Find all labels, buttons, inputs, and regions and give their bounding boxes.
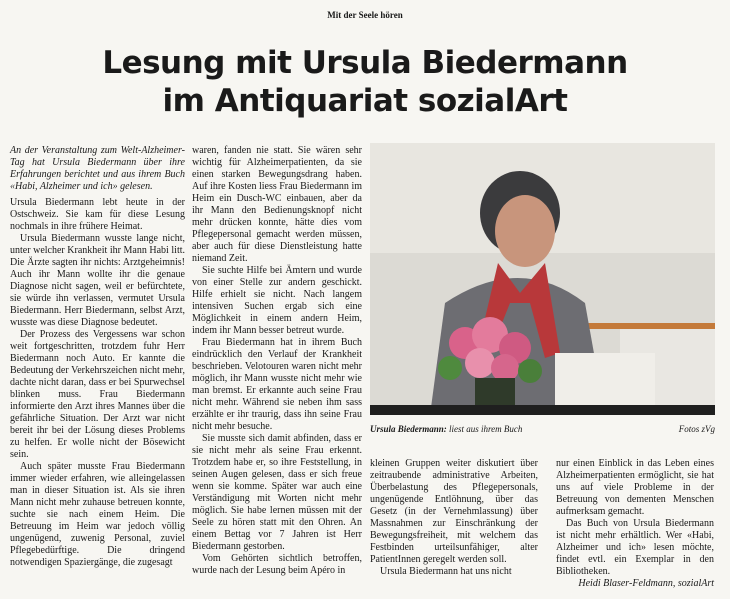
article-column-4 (556, 458, 714, 590)
paragraph: Vom Gehörten sichtlich betroffen, wurde nach der Lesung beim Apéro in (192, 553, 362, 576)
caption-name: Ursula Biedermann: (370, 424, 447, 434)
headline (0, 44, 730, 120)
paragraph: kleinen Gruppen weiter diskutiert über zeitraubende administrative Arbeiten, Überbelastung des Pflegepersonals, ungenügende Entlöhnung, über das Gesetz (in der Vernehmlassung) über Massnahmen zur Einschränkung der Bewegungsfreiheit, mit welchem das Festbinden urteilsunfähiger, alter PatientInnen geregelt werden soll. (370, 458, 538, 565)
photo-illustration (370, 143, 715, 415)
paragraph: Ursula Biedermann lebt heute in der Ostschweiz. Sie kam für diese Lesung nochmals in ihre frühere Heimat. (10, 197, 185, 232)
author-signature: Heidi Blaser-Feldmann, sozialArt (578, 578, 714, 589)
paragraph: Der Prozess des Vergessens war schon weit fortgeschritten, trotzdem fuhr Herr Biedermann noch Auto. Er kannte die Bedeutung der Verkehrszeichen nicht mehr, dachte nicht daran, dass er bei Spurwechsel blinken muss. Frau Biedermann informierte den Arzt ihres Mannes über die gefährliche Situation. Der Arzt war nicht bereit ihr bei der Lösung dieses Problems zu helfen. Er wolle nicht der Bösewicht sein. (10, 329, 185, 460)
paragraph: Auch später musste Frau Biedermann immer wieder erfahren, wie alleingelassen man in dieser Situation ist. Als sie ihren Mann nicht mehr zuhause betreuen konnte, suchte sie nach einem Heim. Die Betreuung im Heim war jedoch völlig ungenügend, zuwenig Personal, zuviel Pflegebedürftige. Die dringend notwendigen Spaziergänge, die zugesagt (10, 461, 185, 568)
photo-caption (370, 424, 715, 434)
kicker: Mit der Seele hören (327, 10, 403, 20)
paragraph: Sie musste sich damit abfinden, dass er sie nicht mehr als seine Frau erkennt. Trotzdem habe er, so ihre Feststellung, in seinen Augen gelesen, dass er sich freue wenn sie komme. Später war auch eine Verständigung mit Worten nicht mehr möglich. Sie habe lernen müssen mit der Seele zu hören statt mit den Ohren. An einem Bettag vor 7 Jahren ist Herr Biedermann gestorben. (192, 433, 362, 552)
paragraph: waren, fanden nie statt. Sie wären sehr wichtig für Alzheimerpatienten, da sie einen starken Bewegungsdrang haben. Auf ihre Kosten liess Frau Biedermann im Heim ein Dusch-WC einbauen, aber da ihr Mann den Bedienungsknopf nicht mehr drücken konnte, hätte dies vom Pflegepersonal gemacht werden müssen, aber auch für diese Dienstleistung hatte niemand Zeit. (192, 145, 362, 264)
paragraph: Ursula Biedermann hat uns nicht (380, 566, 512, 577)
article-column-2 (192, 145, 362, 577)
photo-credit: Fotos zVg (678, 424, 715, 434)
paragraph: nur einen Einblick in das Leben eines Alzheimerpatienten ermöglicht, sie hat uns auf viele Probleme in der Betreuung von dementen Menschen aufmerksam gemacht. (556, 458, 714, 517)
photo-reader (370, 143, 715, 415)
headline-line-1: Lesung mit Ursula Biedermann (102, 45, 628, 81)
intro-text: An der Veranstaltung zum Welt-Alzheimer-Tag hat Ursula Biedermann über ihre Erfahrungen berichtet und aus ihrem Buch «Habi, Alzheimer und ich» gelesen. (10, 145, 185, 192)
headline-line-2: im Antiquariat sozialArt (162, 83, 568, 119)
article-column-1 (10, 145, 185, 569)
paragraph: Das Buch von Ursula Biedermann ist nicht mehr erhältlich. Wer «Habi, Alzheimer und ich» lesen möchte, findet evtl. ein Exemplar in den Bibliotheken. (556, 518, 714, 577)
article-column-3 (370, 458, 538, 578)
paragraph: Ursula Biedermann wusste lange nicht, unter welcher Krankheit ihr Mann Habi litt. Die Ärzte sagten ihr nichts: Arztgeheimnis! Auch ihr Mann wollte ihr die genaue Diagnose nicht sagen, weil er befürchtete, sie würde ihn verlassen, vermutet Ursula Biedermann. Herr Biedermann, selbst Arzt, wusste was diese Diagnose bedeutet. (10, 233, 185, 328)
paragraph: Frau Biedermann hat in ihrem Buch eindrücklich den Verlauf der Krankheit beschrieben. Velotouren waren nicht mehr möglich, ihr Mann wusste nicht mehr wie man bremst. Er erkannte auch seine Frau nicht mehr. Während sie neben ihm sass erzählte er ihr traurig, dass ihn seine Frau nicht mehr besuche. (192, 337, 362, 432)
caption-text: liest aus ihrem Buch (449, 424, 523, 434)
paragraph: Sie suchte Hilfe bei Ämtern und wurde von einer Stelle zur andern geschickt. Hilfe erhielt sie nicht. Nach langem intensiven Suchen ergab sich eine Möglichkeit in einem andern Heim, indem ihr Mann besser betreut wurde. (192, 265, 362, 336)
